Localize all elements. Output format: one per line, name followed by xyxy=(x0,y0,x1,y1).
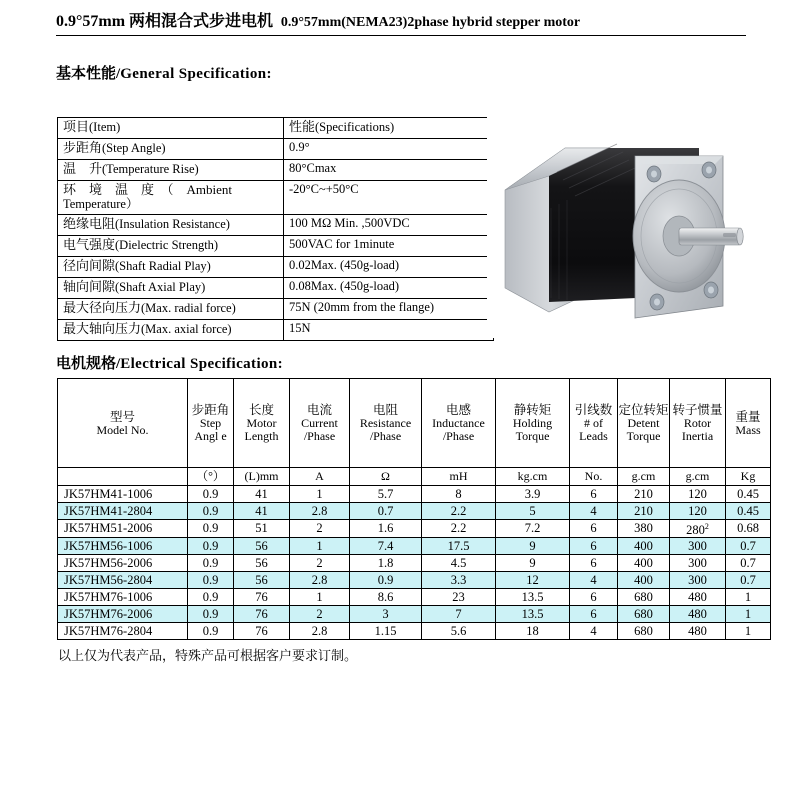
table-row xyxy=(58,623,771,640)
column-header-model-cn: 型号 xyxy=(109,409,135,424)
column-header-leads-cn: 引线数 xyxy=(574,403,613,417)
cell-length: 56 xyxy=(234,555,290,572)
general-row-label-cn: 径向间隙 xyxy=(63,258,116,273)
cell-mass: 1 xyxy=(726,623,771,640)
general-row-label xyxy=(58,160,284,181)
table-row xyxy=(58,520,771,538)
footnote-text: 以上仅为代表产品，特殊产品可根据客户要求订制。 xyxy=(58,648,358,663)
column-header-inductance-en: Inductance /Phase xyxy=(432,416,485,443)
column-header-holding-torque-cn: 静转矩 xyxy=(513,403,552,417)
cell-mass: 1 xyxy=(726,606,771,623)
table-row xyxy=(58,299,494,320)
column-header-rotor-inertia-en: Rotor Inertia xyxy=(681,416,714,443)
electrical-heading-en: Electrical Specification: xyxy=(120,356,284,372)
general-row-value: 75N (20mm from the flange) xyxy=(284,299,494,320)
cell-angle: 0.9 xyxy=(188,555,234,572)
unit-inductance: mH xyxy=(422,468,496,486)
column-header-step-angle xyxy=(188,379,234,468)
column-header-motor-length-en: Motor Length xyxy=(244,416,279,443)
cell-resistance: 0.9 xyxy=(350,572,422,589)
document-title xyxy=(56,12,746,36)
cell-inductance: 7 xyxy=(422,606,496,623)
unit-motor-length: (L)mm xyxy=(234,468,290,486)
column-header-step-angle-en: Step Angl e xyxy=(194,416,227,443)
cell-model: JK57HM56-1006 xyxy=(58,538,188,555)
unit-leads: No. xyxy=(570,468,618,486)
cell-angle: 0.9 xyxy=(188,503,234,520)
cell-holding: 13.5 xyxy=(496,589,570,606)
general-row-value: 80°Cmax xyxy=(284,160,494,181)
column-header-mass-en: Mass xyxy=(735,422,761,437)
cell-inertia: 300 xyxy=(670,555,726,572)
cell-inductance: 4.5 xyxy=(422,555,496,572)
electrical-heading-separator: / xyxy=(116,356,121,372)
general-heading-separator: / xyxy=(116,66,121,82)
cell-length: 41 xyxy=(234,486,290,503)
table-row xyxy=(58,538,771,555)
cell-mass: 0.7 xyxy=(726,572,771,589)
general-header-value-en: (Specifications) xyxy=(315,120,395,134)
column-header-current-cn: 电流 xyxy=(306,403,332,417)
general-row-label xyxy=(58,181,284,215)
column-header-current-en: Current /Phase xyxy=(301,416,338,443)
cell-leads: 6 xyxy=(570,538,618,555)
cell-current: 2 xyxy=(290,555,350,572)
column-header-resistance-en: Resistance /Phase xyxy=(359,416,412,443)
general-header-item-en: (Item) xyxy=(89,120,121,134)
column-header-holding-torque-en: Holding Torque xyxy=(512,416,553,443)
general-row-value: 0.9° xyxy=(284,139,494,160)
cell-length: 51 xyxy=(234,520,290,538)
general-row-value: -20°C~+50°C xyxy=(284,181,494,215)
cell-leads: 4 xyxy=(570,623,618,640)
cell-model: JK57HM41-1006 xyxy=(58,486,188,503)
cell-holding: 9 xyxy=(496,538,570,555)
cell-leads: 6 xyxy=(570,555,618,572)
table-row xyxy=(58,215,494,236)
table-row xyxy=(58,257,494,278)
general-specification-heading xyxy=(56,62,272,83)
cell-angle: 0.9 xyxy=(188,606,234,623)
general-row-label-cn: 绝缘电阻 xyxy=(63,216,116,231)
cell-leads: 6 xyxy=(570,606,618,623)
cell-angle: 0.9 xyxy=(188,520,234,538)
document-title-cn: 0.9°57mm 两相混合式步进电机 xyxy=(56,13,274,30)
cell-inertia: 300 xyxy=(670,572,726,589)
cell-holding: 7.2 xyxy=(496,520,570,538)
cell-leads: 4 xyxy=(570,572,618,589)
general-row-label-cn: 环 境 温 度 （ Ambient xyxy=(63,182,232,197)
general-row-label-en: (Dielectric Strength) xyxy=(115,238,219,252)
cell-resistance: 5.7 xyxy=(350,486,422,503)
column-header-detent-torque xyxy=(618,379,670,468)
column-header-resistance-cn: 电阻 xyxy=(372,403,398,417)
cell-detent: 400 xyxy=(618,572,670,589)
general-row-label-en: (Max. axial force) xyxy=(141,322,232,336)
general-row-label xyxy=(58,236,284,257)
general-row-label xyxy=(58,320,284,341)
cell-leads: 6 xyxy=(570,520,618,538)
cell-resistance: 0.7 xyxy=(350,503,422,520)
general-row-label xyxy=(58,215,284,236)
cell-detent: 680 xyxy=(618,606,670,623)
cell-resistance: 7.4 xyxy=(350,538,422,555)
general-row-label-en: (Temperature Rise) xyxy=(102,162,199,176)
cell-length: 56 xyxy=(234,572,290,589)
table-row xyxy=(58,160,494,181)
cell-inductance: 2.2 xyxy=(422,503,496,520)
general-row-label-en: (Max. radial force) xyxy=(141,301,236,315)
table-row xyxy=(58,572,771,589)
electrical-specification-table xyxy=(57,378,771,640)
stepper-motor-illustration xyxy=(487,112,749,338)
general-row-label-cn: 最大轴向压力 xyxy=(63,321,142,336)
cell-current: 2.8 xyxy=(290,572,350,589)
general-header-value-cn: 性能 xyxy=(289,119,316,134)
general-row-label-cn: 轴向间隙 xyxy=(63,279,116,294)
unit-step-angle: （°） xyxy=(188,468,234,486)
document-title-en: 0.9°57mm(NEMA23)2phase hybrid stepper motor xyxy=(280,15,581,30)
cell-inertia: 480 xyxy=(670,606,726,623)
table-row xyxy=(58,589,771,606)
cell-holding: 3.9 xyxy=(496,486,570,503)
general-header-item-cell xyxy=(58,118,284,139)
cell-inductance: 23 xyxy=(422,589,496,606)
cell-current: 2 xyxy=(290,606,350,623)
general-row-label-cn: 最大径向压力 xyxy=(63,300,142,315)
column-header-mass xyxy=(726,379,771,468)
cell-detent: 680 xyxy=(618,623,670,640)
cell-angle: 0.9 xyxy=(188,538,234,555)
cell-current: 1 xyxy=(290,486,350,503)
column-header-inductance xyxy=(422,379,496,468)
general-table-header-row xyxy=(58,118,494,139)
unit-holding-torque: kg.cm xyxy=(496,468,570,486)
cell-detent: 210 xyxy=(618,503,670,520)
cell-length: 76 xyxy=(234,589,290,606)
general-row-value: 15N xyxy=(284,320,494,341)
column-header-motor-length xyxy=(234,379,290,468)
table-row xyxy=(58,555,771,572)
cell-holding: 18 xyxy=(496,623,570,640)
general-header-value-cell xyxy=(284,118,494,139)
unit-mass: Kg xyxy=(726,468,771,486)
general-row-label-cn: 温 升 xyxy=(63,161,103,176)
cell-mass: 0.45 xyxy=(726,486,771,503)
table-row xyxy=(58,236,494,257)
electrical-table-head xyxy=(58,379,771,486)
column-header-rotor-inertia xyxy=(670,379,726,468)
general-table-body xyxy=(58,118,494,341)
cell-inertia-superscript: 2 xyxy=(704,522,709,531)
general-row-label-en: (Step Angle) xyxy=(102,141,166,155)
cell-leads: 6 xyxy=(570,589,618,606)
table-row xyxy=(58,320,494,341)
general-row-label-en: (Shaft Axial Play) xyxy=(115,280,206,294)
electrical-units-row xyxy=(58,468,771,486)
column-header-detent-torque-cn: 定位转矩 xyxy=(618,403,669,417)
cell-inertia: 480 xyxy=(670,589,726,606)
table-row xyxy=(58,503,771,520)
cell-inertia: 300 xyxy=(670,538,726,555)
cell-angle: 0.9 xyxy=(188,486,234,503)
column-header-current xyxy=(290,379,350,468)
table-row xyxy=(58,278,494,299)
general-row-label-en: (Insulation Resistance) xyxy=(115,217,230,231)
table-row xyxy=(58,606,771,623)
general-row-label-en: (Shaft Radial Play) xyxy=(115,259,211,273)
unit-resistance: Ω xyxy=(350,468,422,486)
cell-resistance: 3 xyxy=(350,606,422,623)
column-header-rotor-inertia-cn: 转子惯量 xyxy=(672,403,723,417)
general-row-label xyxy=(58,139,284,160)
column-header-model xyxy=(58,379,188,468)
cell-model: JK57HM56-2804 xyxy=(58,572,188,589)
unit-detent-torque: g.cm xyxy=(618,468,670,486)
general-row-label-cn: 电气强度 xyxy=(63,237,116,252)
table-row xyxy=(58,486,771,503)
cell-holding: 5 xyxy=(496,503,570,520)
cell-inertia: 120 xyxy=(670,503,726,520)
column-header-model-en: Model No. xyxy=(96,422,149,437)
cell-model: JK57HM76-2006 xyxy=(58,606,188,623)
cell-mass: 0.68 xyxy=(726,520,771,538)
cell-inductance: 2.2 xyxy=(422,520,496,538)
column-header-inductance-cn: 电感 xyxy=(445,403,471,417)
cell-mass: 0.7 xyxy=(726,555,771,572)
column-header-step-angle-cn: 步距角 xyxy=(191,403,230,417)
cell-inertia: 480 xyxy=(670,623,726,640)
cell-holding: 13.5 xyxy=(496,606,570,623)
cell-model: JK57HM76-1006 xyxy=(58,589,188,606)
motor-product-photo xyxy=(487,112,749,338)
table-row xyxy=(58,139,494,160)
cell-resistance: 1.15 xyxy=(350,623,422,640)
cell-current: 1 xyxy=(290,589,350,606)
column-header-holding-torque xyxy=(496,379,570,468)
general-row-value: 0.08Max. (450g-load) xyxy=(284,278,494,299)
unit-model xyxy=(58,468,188,486)
cell-holding: 9 xyxy=(496,555,570,572)
cell-resistance: 1.6 xyxy=(350,520,422,538)
electrical-specification-heading xyxy=(56,352,283,373)
column-header-leads-en: # of Leads xyxy=(579,416,608,443)
cell-angle: 0.9 xyxy=(188,589,234,606)
column-header-leads xyxy=(570,379,618,468)
cell-current: 2.8 xyxy=(290,503,350,520)
column-header-motor-length-cn: 长度 xyxy=(248,403,274,417)
general-row-label-cn: 步距角 xyxy=(63,140,103,155)
cell-inertia: $280^2$ xyxy=(670,520,726,538)
column-header-mass-cn: 重量 xyxy=(735,409,761,424)
unit-current: A xyxy=(290,468,350,486)
cell-resistance: 8.6 xyxy=(350,589,422,606)
general-header-item-cn: 项目 xyxy=(63,119,90,134)
electrical-header-row xyxy=(58,379,771,468)
column-header-detent-torque-en: Detent Torque xyxy=(626,416,661,443)
cell-current: 2.8 xyxy=(290,623,350,640)
column-header-resistance xyxy=(350,379,422,468)
cell-detent: 680 xyxy=(618,589,670,606)
general-row-value: 100 MΩ Min. ,500VDC xyxy=(284,215,494,236)
cell-length: 76 xyxy=(234,623,290,640)
cell-detent: 400 xyxy=(618,555,670,572)
cell-detent: 380 xyxy=(618,520,670,538)
cell-length: 76 xyxy=(234,606,290,623)
table-row xyxy=(58,181,494,215)
general-row-label xyxy=(58,257,284,278)
cell-current: 2 xyxy=(290,520,350,538)
electrical-table-body xyxy=(58,486,771,640)
cell-mass: 0.45 xyxy=(726,503,771,520)
general-row-value: 0.02Max. (450g-load) xyxy=(284,257,494,278)
cell-mass: 0.7 xyxy=(726,538,771,555)
general-row-label xyxy=(58,278,284,299)
cell-model: JK57HM51-2006 xyxy=(58,520,188,538)
cell-inductance: 3.3 xyxy=(422,572,496,589)
general-row-label-cn-wrap: Temperature） xyxy=(63,197,139,211)
cell-leads: 4 xyxy=(570,503,618,520)
cell-current: 1 xyxy=(290,538,350,555)
cell-mass: 1 xyxy=(726,589,771,606)
cell-inductance: 5.6 xyxy=(422,623,496,640)
general-specification-table xyxy=(57,117,494,341)
cell-length: 41 xyxy=(234,503,290,520)
cell-inertia: 120 xyxy=(670,486,726,503)
cell-angle: 0.9 xyxy=(188,572,234,589)
cell-model: JK57HM56-2006 xyxy=(58,555,188,572)
cell-length: 56 xyxy=(234,538,290,555)
general-heading-en: General Specification: xyxy=(120,66,272,82)
cell-angle: 0.9 xyxy=(188,623,234,640)
cell-model: JK57HM41-2804 xyxy=(58,503,188,520)
cell-leads: 6 xyxy=(570,486,618,503)
electrical-heading-cn: 电机规格 xyxy=(56,356,117,372)
cell-detent: 210 xyxy=(618,486,670,503)
cell-resistance: 1.8 xyxy=(350,555,422,572)
cell-inductance: 8 xyxy=(422,486,496,503)
cell-inductance: 17.5 xyxy=(422,538,496,555)
cell-model: JK57HM76-2804 xyxy=(58,623,188,640)
cell-holding: 12 xyxy=(496,572,570,589)
unit-rotor-inertia: g.cm xyxy=(670,468,726,486)
general-heading-cn: 基本性能 xyxy=(56,66,117,82)
cell-detent: 400 xyxy=(618,538,670,555)
general-row-value: 500VAC for 1minute xyxy=(284,236,494,257)
general-row-label xyxy=(58,299,284,320)
